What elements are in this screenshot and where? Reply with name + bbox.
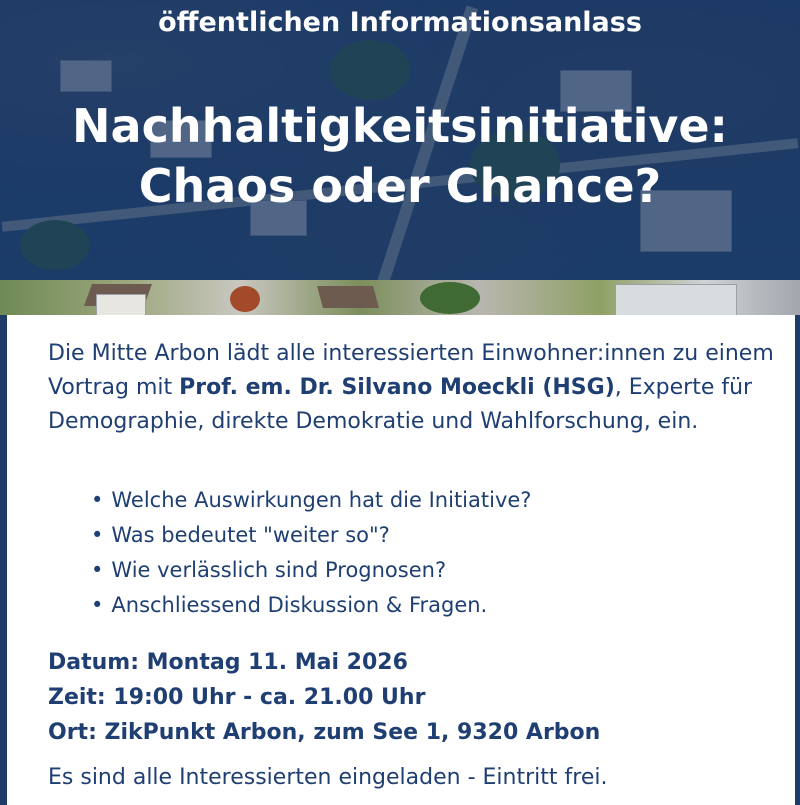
headline-line-2: Chaos oder Chance? xyxy=(138,159,662,213)
aerial-photo-strip xyxy=(0,280,800,315)
intro-paragraph xyxy=(48,337,778,439)
list-item: • Was bedeutet "weiter so"? xyxy=(91,518,771,553)
event-kicker: öffentlichen Informationsanlass xyxy=(158,7,642,38)
headline-line-1: Nachhaltigkeitsinitiative: xyxy=(72,99,728,153)
event-date: Datum: Montag 11. Mai 2026 xyxy=(48,650,408,675)
roof-shape xyxy=(317,286,379,308)
tree-shape xyxy=(230,286,260,312)
event-headline xyxy=(0,96,800,216)
content-card xyxy=(7,315,795,805)
list-item: • Anschliessend Diskussion & Fragen. xyxy=(91,588,771,623)
building-shape xyxy=(615,284,737,315)
topic-list xyxy=(91,483,771,623)
hero-banner xyxy=(0,0,800,315)
event-location: Ort: ZikPunkt Arbon, zum See 1, 9320 Arbon xyxy=(48,720,601,745)
closing-note: Es sind alle Interessierten eingeladen - Eintritt frei. xyxy=(48,765,608,790)
house-shape xyxy=(96,294,146,315)
list-item: • Wie verlässlich sind Prognosen? xyxy=(91,553,771,588)
list-item: • Welche Auswirkungen hat die Initiative? xyxy=(91,483,771,518)
event-time: Zeit: 19:00 Uhr - ca. 21.00 Uhr xyxy=(48,685,426,710)
event-details xyxy=(48,645,788,750)
intro-text-2: , Experte für Demographie, direkte Demokratie und Wahlforschung, ein. xyxy=(48,375,753,434)
intro-text-1: Die Mitte Arbon lädt alle interessierten Einwohner:innen zu einem Vortrag mit xyxy=(48,341,774,400)
tree-shape xyxy=(420,282,480,314)
speaker-name: Prof. em. Dr. Silvano Moeckli (HSG) xyxy=(179,375,615,400)
